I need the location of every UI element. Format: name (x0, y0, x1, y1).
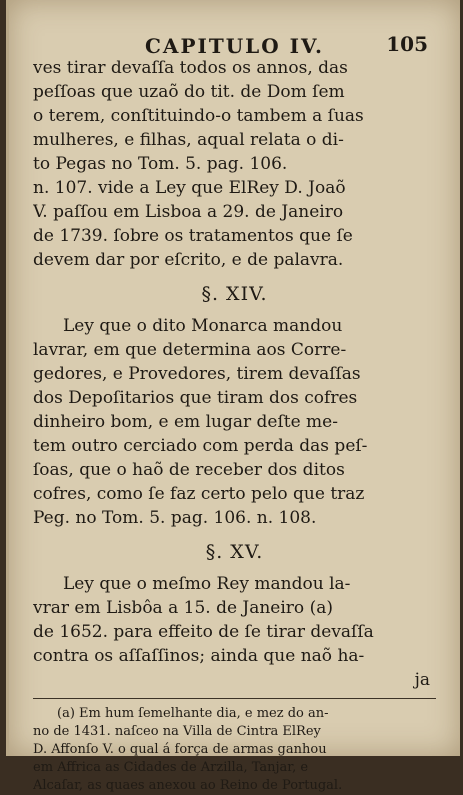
text-line: tem outro cerciado com perda das peſ- (33, 436, 368, 456)
footnote-line: D. Affonſo V. o qual á força de armas ganhou (33, 742, 327, 757)
text-line: to Pegas no Tom. 5. pag. 106. (33, 154, 288, 174)
footnote (33, 705, 436, 795)
section-heading-xiv: §. XIV. (201, 283, 268, 305)
text-line: Ley que o dito Monarca mandou (63, 316, 343, 336)
text-line: n. 107. vide a Ley que ElRey D. Joaõ (33, 178, 346, 198)
footnote-line: no de 1431. naſceo na Villa de Cintra ElRey (33, 724, 321, 739)
book-page (6, 0, 460, 793)
paragraph-3 (33, 572, 436, 668)
footnote-line: (a) Em hum ſemelhante dia, e mez do an- (57, 706, 329, 721)
text-line: de 1652. para effeito de ſe tirar devaſſa (33, 622, 374, 642)
page-number: 105 (386, 32, 428, 56)
text-line: peſſoas que uzaõ do tit. de Dom ſem (33, 82, 345, 102)
main-text (33, 56, 436, 795)
text-line: mulheres, e filhas, aqual relata o di- (33, 130, 344, 150)
text-line: de 1739. ſobre os tratamentos que ſe (33, 226, 353, 246)
text-line: ſoas, que o haõ de receber dos ditos (33, 460, 345, 480)
footnote-divider (33, 698, 436, 699)
text-line: gedores, e Provedores, tirem devaſſas (33, 364, 361, 384)
text-line: devem dar por eſcrito, e de palavra. (33, 250, 344, 270)
text-line: cofres, como ſe faz certo pelo que traz (33, 484, 365, 504)
text-line: ves tirar devaſſa todos os annos, das (33, 58, 348, 78)
paragraph-2 (33, 314, 436, 530)
text-line: dinheiro bom, e em lugar deſte me- (33, 412, 338, 432)
text-line: V. paſſou em Lisboa a 29. de Janeiro (33, 202, 344, 222)
footnote-line: Alcaſar, as quaes anexou ao Reino de Portugal. (33, 778, 343, 793)
footnote-line: em Affrica as Cidades de Arzilla, Tanjar, e (33, 760, 309, 775)
paragraph-1 (33, 56, 436, 272)
text-line: Ley que o meſmo Rey mandou la- (63, 574, 351, 594)
text-line: contra os aſſaſſinos; ainda que naõ ha- (33, 646, 365, 666)
text-line: vrar em Lisbôa a 15. de Janeiro (a) (33, 598, 333, 618)
section-heading-xv: §. XV. (205, 541, 264, 563)
text-line: o terem, conſtituindo-o tambem a ſuas (33, 106, 364, 126)
text-line: lavrar, em que determina aos Corre- (33, 340, 347, 360)
catchword: ja (414, 670, 430, 690)
chapter-title: CAPITULO IV. (145, 34, 324, 58)
text-line: Peg. no Tom. 5. pag. 106. n. 108. (33, 508, 317, 528)
text-line: dos Depoſitarios que tiram dos cofres (33, 388, 358, 408)
